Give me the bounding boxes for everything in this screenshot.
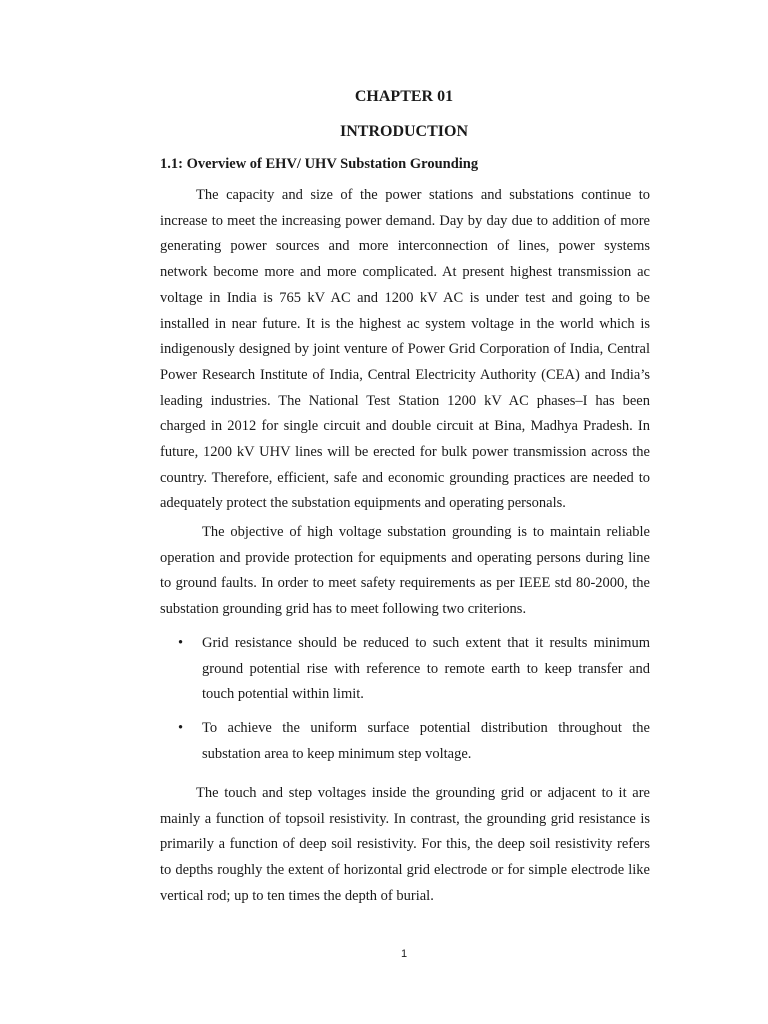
section-heading: 1.1: Overview of EHV/ UHV Substation Grounding [160,156,479,172]
bullet-icon: • [178,635,184,651]
list-item-text: Grid resistance should be reduced to such extent that it results minimum ground potential rise with reference to remote earth to keep transfer and touch potential within limit. [202,635,650,703]
paragraph-overview: The capacity and size of the power stations and substations continue to increase to meet the increasing power demand. Day by day due to addition of more generating power sources and more interconnection of lines, power systems network become more and more complicated. At present highest transmission ac voltage in India is 765 kV AC and 1200 kV AC is under test and going to be installed in near future. It is the highest ac system voltage in the world which is indigenously designed by joint venture of Power Grid Corporation of India, Central Power Research Institute of India, Central Electricity Authority (CEA) and India’s leading industries. The National Test Station 1200 kV AC phases–I has been charged in 2012 for single circuit and double circuit at Bina, Madhya Pradesh. In future, 1200 kV UHV lines will be erected for bulk power transmission across the country. Therefore, efficient, safe and economic grounding practices are needed to adequately protect the substation equipments and operating personals. [160,187,650,512]
list-item [160,716,650,767]
bullet-icon: • [178,720,184,737]
chapter-number: CHAPTER 01 [354,88,454,105]
criteria-list [160,631,650,776]
list-item [160,631,650,708]
list-item-text: To achieve the uniform surface potential distribution throughout the substation area to keep minimum step voltage. [202,720,650,762]
chapter-title: INTRODUCTION [339,123,468,140]
page-number: 1 [400,948,408,960]
paragraph-objective: The objective of high voltage substation grounding is to maintain reliable operation and provide protection for equipments and operating persons during line to ground faults. In order to meet safety requirements as per IEEE std 80-2000, the substation grounding grid has to meet following two criterions. [160,524,650,618]
paragraph-soil-resistivity: The touch and step voltages inside the grounding grid or adjacent to it are mainly a function of topsoil resistivity. In contrast, the grounding grid resistance is primarily a function of deep soil resistivity. For this, the deep soil resistivity refers to depths roughly the extent of horizontal grid electrode or for simple electrode like vertical rod; up to ten times the depth of burial. [160,785,650,904]
